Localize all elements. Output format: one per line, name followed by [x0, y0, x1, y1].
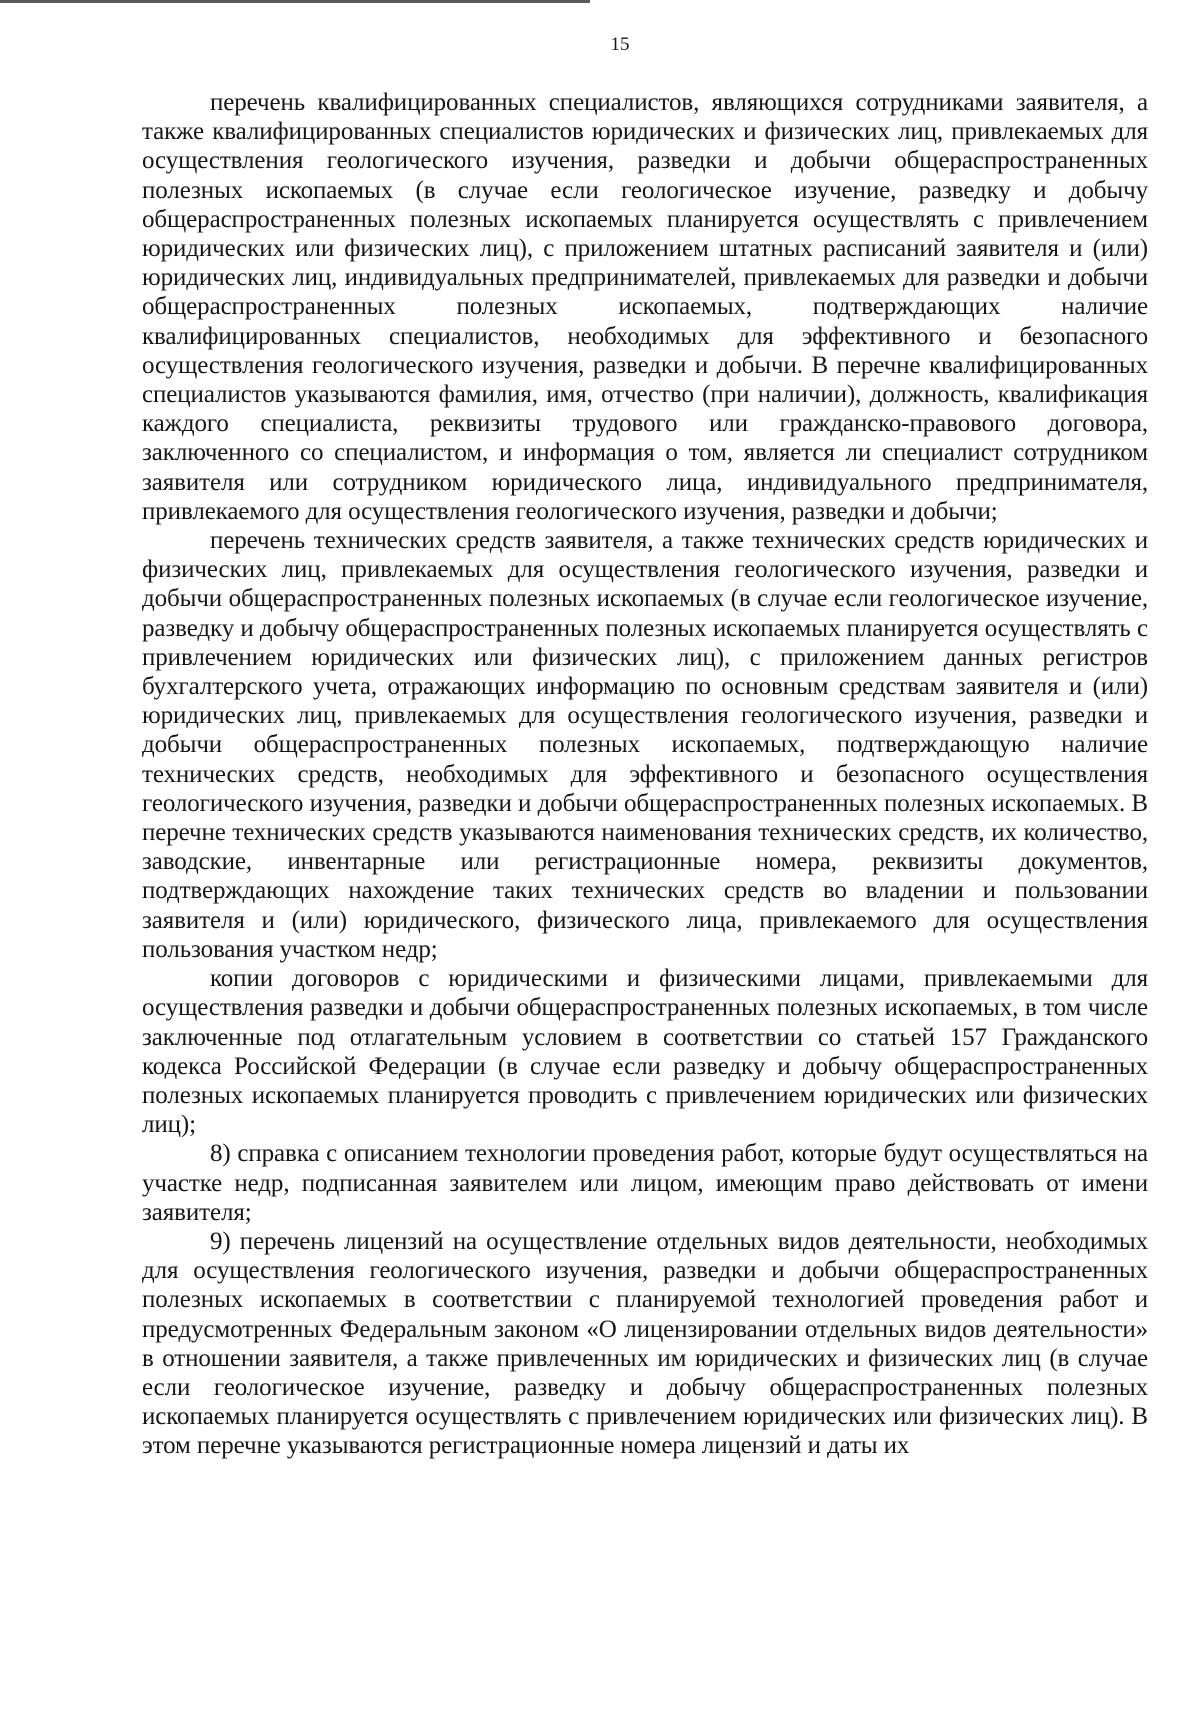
paragraph-technical-means-list: перечень технических средств заявителя, а также технических средств юридических и физических лиц, привлекаемых для осуществления геологического изучения, разведки и добычи общераспространенных полезных ископаемых (в случае если геологическое изучение, разведку и добычу общераспространенных полезных ископаемых планируется осуществлять с привлечением юридических или физических лиц), с приложением данных регистров бухгалтерского учета, отражающих информацию по основным средствам заявителя и (или) юридических лиц, привлекаемых для осуществления геологического изучения, разведки и добычи общераспространенных полезных ископаемых, подтверждающую наличие технических средств, необходимых для эффективного и безопасного осуществления геологического изучения, разведки и добычи общераспространенных полезных ископаемых. В перечне технических средств указываются наименования технических средств, их количество, заводские, инвентарные или регистрационные номера, реквизиты документов, подтверждающих нахождение таких технических средств во владении и пользовании заявителя и (или) юридического, физического лица, привлекаемого для осуществления пользования участком недр;: [142, 527, 1148, 963]
paragraph-specialists-list: перечень квалифицированных специалистов, являющихся сотрудниками заявителя, а также квалифицированных специалистов юридических и физических лиц, привлекаемых для осуществления геологического изучения, разведки и добычи общераспространенных полезных ископаемых (в случае если геологическое изучение, разведку и добычу общераспространенных полезных ископаемых планируется осуществлять с привлечением юридических или физических лиц), с приложением штатных расписаний заявителя и (или) юридических лиц, индивидуальных предпринимателей, привлекаемых для разведки и добычи общераспространенных полезных ископаемых, подтверждающих наличие квалифицированных специалистов, необходимых для эффективного и безопасного осуществления геологического изучения, разведки и добычи. В перечне квалифицированных специалистов указываются фамилия, имя, отчество (при наличии), должность, квалификация каждого специалиста, реквизиты трудового или гражданско-правового договора, заключенного со специалистом, и информация о том, является ли специалист сотрудником заявителя или сотрудником юридического лица, индивидуального предпринимателя, привлекаемого для осуществления геологического изучения, разведки и добычи;: [142, 89, 1148, 525]
scan-edge-line: [0, 0, 590, 3]
paragraph-item-8-technology-reference: 8) справка с описанием технологии проведения работ, которые будут осуществляться на участке недр, подписанная заявителем или лицом, имеющим право действовать от имени заявителя;: [142, 1140, 1148, 1226]
paragraph-item-9-licenses-list: 9) перечень лицензий на осуществление отдельных видов деятельности, необходимых для осуществления геологического изучения, разведки и добычи общераспространенных полезных ископаемых в соответствии с планируемой технологией проведения работ и предусмотренных Федеральным законом «О лицензировании отдельных видов деятельности» в отношении заявителя, а также привлеченных им юридических и физических лиц (в случае если геологическое изучение, разведку и добычу общераспространенных полезных ископаемых планируется осуществлять с привлечением юридических или физических лиц). В этом перечне указываются регистрационные номера лицензий и даты их: [142, 1227, 1148, 1460]
page-number: 15: [610, 34, 630, 55]
document-body: [142, 88, 1148, 1461]
paragraph-contract-copies: копии договоров с юридическими и физическими лицами, привлекаемыми для осуществления разведки и добычи общераспространенных полезных ископаемых, в том числе заключенные под отлагательным условием в соответствии со статьей 157 Гражданского кодекса Российской Федерации (в случае если разведку и добычу общераспространенных полезных ископаемых планируется проводить с привлечением юридических или физических лиц);: [142, 965, 1148, 1139]
